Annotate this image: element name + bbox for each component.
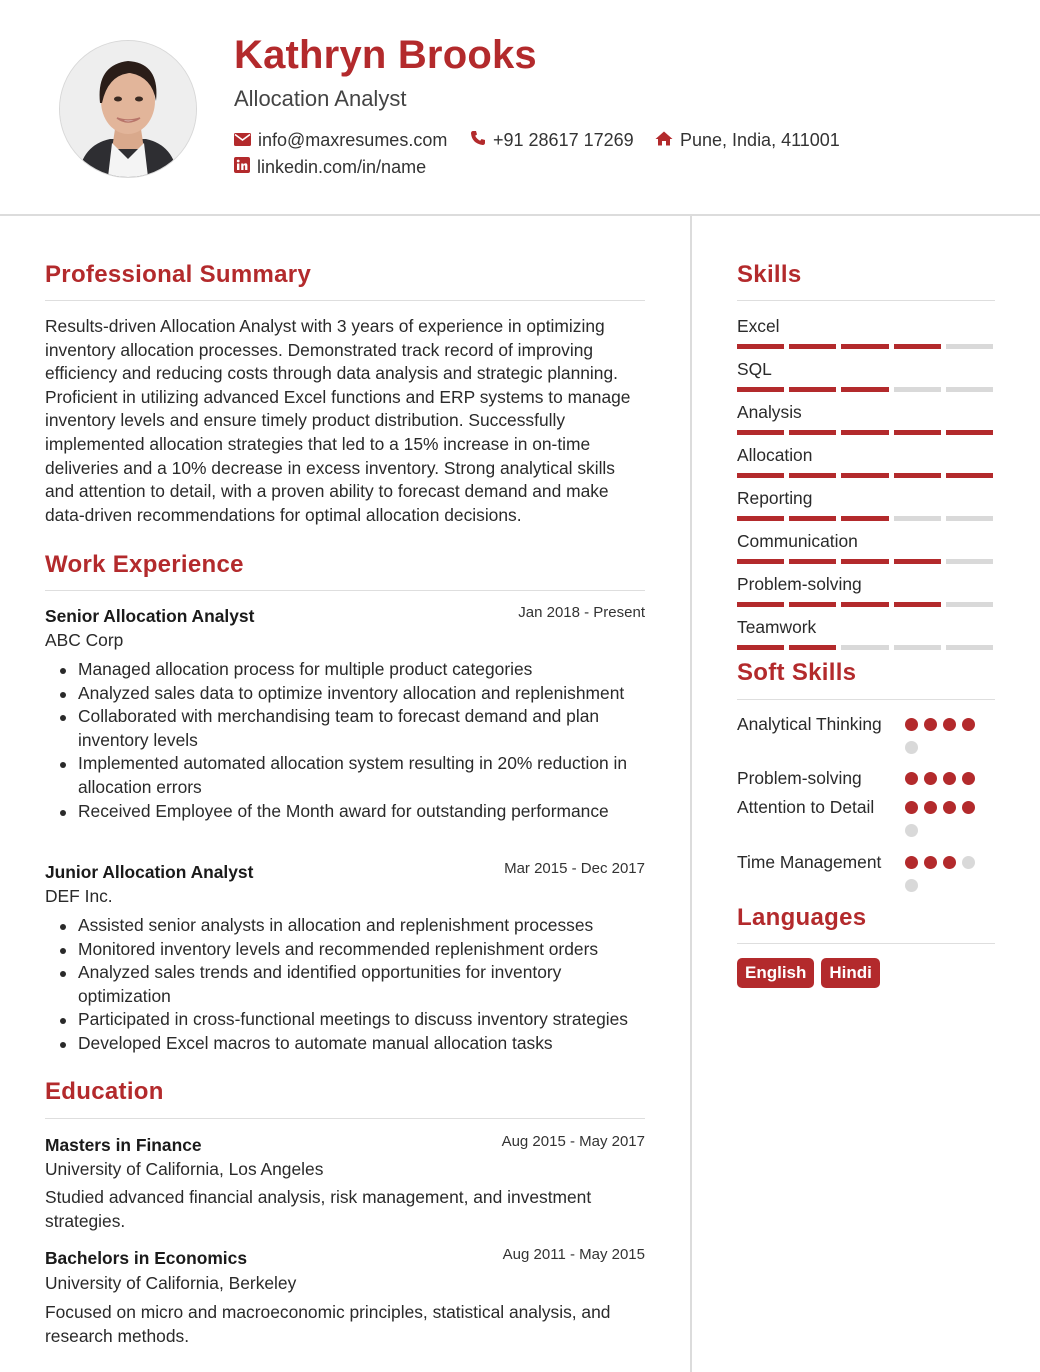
skill-level-segment bbox=[946, 645, 993, 650]
location-text: Pune, India, 411001 bbox=[680, 130, 840, 150]
contact-email[interactable] bbox=[234, 130, 447, 151]
list-item: Implemented automated allocation system resulting in 20% reduction in allocation errors bbox=[45, 752, 645, 799]
rating-dot bbox=[962, 772, 975, 785]
skill-level-bar bbox=[737, 645, 993, 650]
summary-text: Results-driven Allocation Analyst with 3 years of experience in optimizing inventory allocation processes. Demonstrated track record of improving efficiency and reducing costs through data analysis and strategic planning. Proficient in utilizing advanced Excel functions and ERP systems to manage inventory levels and ensure timely product distribution. Successfully implemented allocation strategies that led to a 15% increase in on-time deliveries and a 10% decrease in excess inventory. Strong analytical skills and attention to detail, with a proven ability to forecast demand and make data-driven recommendations for optimal allocation decisions. bbox=[45, 316, 631, 525]
envelope-icon bbox=[234, 130, 251, 151]
list-item: Monitored inventory levels and recommended replenishment orders bbox=[45, 938, 645, 962]
education-date: Aug 2015 - May 2017 bbox=[501, 1133, 645, 1150]
rating-dot bbox=[943, 772, 956, 785]
rating-dot bbox=[924, 801, 937, 814]
rating-dot bbox=[943, 801, 956, 814]
email-text: info@maxresumes.com bbox=[258, 130, 448, 150]
school-name: University of California, Berkeley bbox=[45, 1273, 297, 1293]
skill-level-segment bbox=[894, 473, 941, 478]
skill-level-bar bbox=[737, 473, 993, 478]
education-description: Focused on micro and macroeconomic principles, statistical analysis, and research methods. bbox=[45, 1302, 611, 1346]
rating-dot bbox=[962, 801, 975, 814]
list-item: Received Employee of the Month award for outstanding performance bbox=[45, 800, 645, 824]
candidate-title: Allocation Analyst bbox=[234, 86, 407, 111]
skill-level-segment bbox=[841, 559, 888, 564]
section-title-soft-skills: Soft Skills bbox=[737, 659, 857, 686]
skill-level-segment bbox=[789, 430, 836, 435]
list-item: Analyzed sales data to optimize inventory allocation and replenishment bbox=[45, 682, 645, 706]
rating-dot bbox=[962, 718, 975, 731]
rating-dot bbox=[905, 856, 918, 869]
job-bullets bbox=[45, 658, 645, 823]
skill-level-segment bbox=[789, 344, 836, 349]
skill-level-segment bbox=[841, 645, 888, 650]
rating-dot bbox=[924, 718, 937, 731]
skill-level-segment bbox=[789, 516, 836, 521]
list-item: Collaborated with merchandising team to forecast demand and plan inventory levels bbox=[45, 705, 645, 752]
skill-level-segment bbox=[789, 387, 836, 392]
language-tag: Hindi bbox=[821, 958, 880, 988]
skill-name: Teamwork bbox=[737, 617, 817, 637]
skill-name: Problem-solving bbox=[737, 574, 862, 594]
skill-level-bar bbox=[737, 344, 993, 349]
skill-level-segment bbox=[737, 559, 784, 564]
skill-level-segment bbox=[894, 645, 941, 650]
skill-level-bar bbox=[737, 559, 993, 564]
list-item: Developed Excel macros to automate manual allocation tasks bbox=[45, 1032, 645, 1056]
phone-icon bbox=[470, 130, 486, 151]
skill-level-bar bbox=[737, 430, 993, 435]
skill-level-segment bbox=[946, 430, 993, 435]
skill-level-segment bbox=[946, 387, 993, 392]
section-rule bbox=[737, 699, 995, 700]
section-rule bbox=[45, 590, 645, 591]
list-item: Analyzed sales trends and identified opportunities for inventory optimization bbox=[45, 961, 645, 1008]
section-title-summary: Professional Summary bbox=[45, 261, 312, 288]
job-company: DEF Inc. bbox=[45, 886, 113, 906]
rating-dot bbox=[962, 856, 975, 869]
section-title-languages: Languages bbox=[737, 904, 867, 931]
skill-level-segment bbox=[946, 559, 993, 564]
skill-level-segment bbox=[894, 344, 941, 349]
skill-name: Allocation bbox=[737, 445, 813, 465]
phone-text: +91 28617 17269 bbox=[493, 130, 634, 150]
skill-level-segment bbox=[737, 645, 784, 650]
rating-dot bbox=[905, 801, 918, 814]
job-date: Jan 2018 - Present bbox=[518, 604, 645, 621]
rating-dot bbox=[943, 718, 956, 731]
section-title-education: Education bbox=[45, 1078, 164, 1105]
skill-level-segment bbox=[789, 602, 836, 607]
home-icon bbox=[655, 130, 673, 151]
skill-level-segment bbox=[894, 430, 941, 435]
rating-dot bbox=[905, 824, 918, 837]
skill-name: SQL bbox=[737, 359, 772, 379]
skill-level-segment bbox=[946, 473, 993, 478]
skill-level-segment bbox=[946, 516, 993, 521]
soft-skill-rating bbox=[905, 801, 985, 837]
rating-dot bbox=[924, 856, 937, 869]
contact-phone[interactable] bbox=[470, 130, 634, 151]
job-date: Mar 2015 - Dec 2017 bbox=[504, 860, 645, 877]
rating-dot bbox=[924, 772, 937, 785]
skill-level-segment bbox=[789, 473, 836, 478]
job-bullets bbox=[45, 914, 645, 1056]
skill-level-segment bbox=[894, 387, 941, 392]
section-rule bbox=[737, 300, 995, 301]
section-title-experience: Work Experience bbox=[45, 551, 244, 578]
section-rule bbox=[45, 1118, 645, 1119]
degree-title: Bachelors in Economics bbox=[45, 1248, 247, 1268]
rating-dot bbox=[943, 856, 956, 869]
rating-dot bbox=[905, 772, 918, 785]
rating-dot bbox=[905, 879, 918, 892]
skill-name: Communication bbox=[737, 531, 858, 551]
soft-skill-name: Attention to Detail bbox=[737, 797, 875, 817]
column-divider bbox=[690, 216, 692, 1372]
section-rule bbox=[737, 943, 995, 944]
job-title: Senior Allocation Analyst bbox=[45, 606, 255, 626]
section-rule bbox=[45, 300, 645, 301]
skill-level-segment bbox=[894, 559, 941, 564]
rating-dot bbox=[905, 718, 918, 731]
skill-level-segment bbox=[789, 645, 836, 650]
skill-level-segment bbox=[946, 344, 993, 349]
skill-level-segment bbox=[737, 387, 784, 392]
skill-level-bar bbox=[737, 516, 993, 521]
header-divider bbox=[0, 214, 1040, 216]
soft-skill-name: Analytical Thinking bbox=[737, 714, 882, 734]
degree-title: Masters in Finance bbox=[45, 1135, 202, 1155]
soft-skill-rating bbox=[905, 718, 985, 754]
skill-name: Reporting bbox=[737, 488, 813, 508]
job-company: ABC Corp bbox=[45, 630, 124, 650]
skill-level-segment bbox=[737, 516, 784, 521]
language-tag: English bbox=[737, 958, 814, 988]
skill-level-bar bbox=[737, 602, 993, 607]
skill-level-segment bbox=[894, 602, 941, 607]
soft-skill-name: Problem-solving bbox=[737, 768, 862, 788]
job-title: Junior Allocation Analyst bbox=[45, 862, 254, 882]
profile-photo bbox=[59, 40, 197, 178]
skill-name: Excel bbox=[737, 316, 780, 336]
skill-level-segment bbox=[946, 602, 993, 607]
skill-level-segment bbox=[737, 602, 784, 607]
skill-level-segment bbox=[737, 430, 784, 435]
soft-skill-rating bbox=[905, 772, 985, 785]
list-item: Managed allocation process for multiple product categories bbox=[45, 658, 645, 682]
skill-name: Analysis bbox=[737, 402, 802, 422]
languages-list bbox=[737, 958, 880, 988]
soft-skill-rating bbox=[905, 856, 985, 892]
skill-level-segment bbox=[841, 387, 888, 392]
linkedin-icon bbox=[234, 157, 250, 178]
skill-level-segment bbox=[841, 344, 888, 349]
skill-level-segment bbox=[841, 516, 888, 521]
skill-level-segment bbox=[789, 559, 836, 564]
contact-location bbox=[655, 130, 840, 151]
education-date: Aug 2011 - May 2015 bbox=[502, 1246, 645, 1263]
skill-level-segment bbox=[894, 516, 941, 521]
soft-skill-name: Time Management bbox=[737, 852, 882, 872]
skill-level-segment bbox=[737, 344, 784, 349]
linkedin-text: linkedin.com/in/name bbox=[257, 157, 427, 177]
skill-level-bar bbox=[737, 387, 993, 392]
skill-level-segment bbox=[841, 430, 888, 435]
education-description: Studied advanced financial analysis, risk management, and investment strategies. bbox=[45, 1187, 592, 1231]
rating-dot bbox=[905, 741, 918, 754]
section-title-skills: Skills bbox=[737, 261, 802, 288]
resume-header bbox=[0, 0, 1040, 215]
school-name: University of California, Los Angeles bbox=[45, 1159, 324, 1179]
skill-level-segment bbox=[841, 473, 888, 478]
skill-level-segment bbox=[841, 602, 888, 607]
list-item: Assisted senior analysts in allocation and replenishment processes bbox=[45, 914, 645, 938]
candidate-name: Kathryn Brooks bbox=[234, 33, 537, 77]
contact-linkedin[interactable] bbox=[234, 157, 426, 178]
list-item: Participated in cross-functional meetings to discuss inventory strategies bbox=[45, 1008, 645, 1032]
skill-level-segment bbox=[737, 473, 784, 478]
